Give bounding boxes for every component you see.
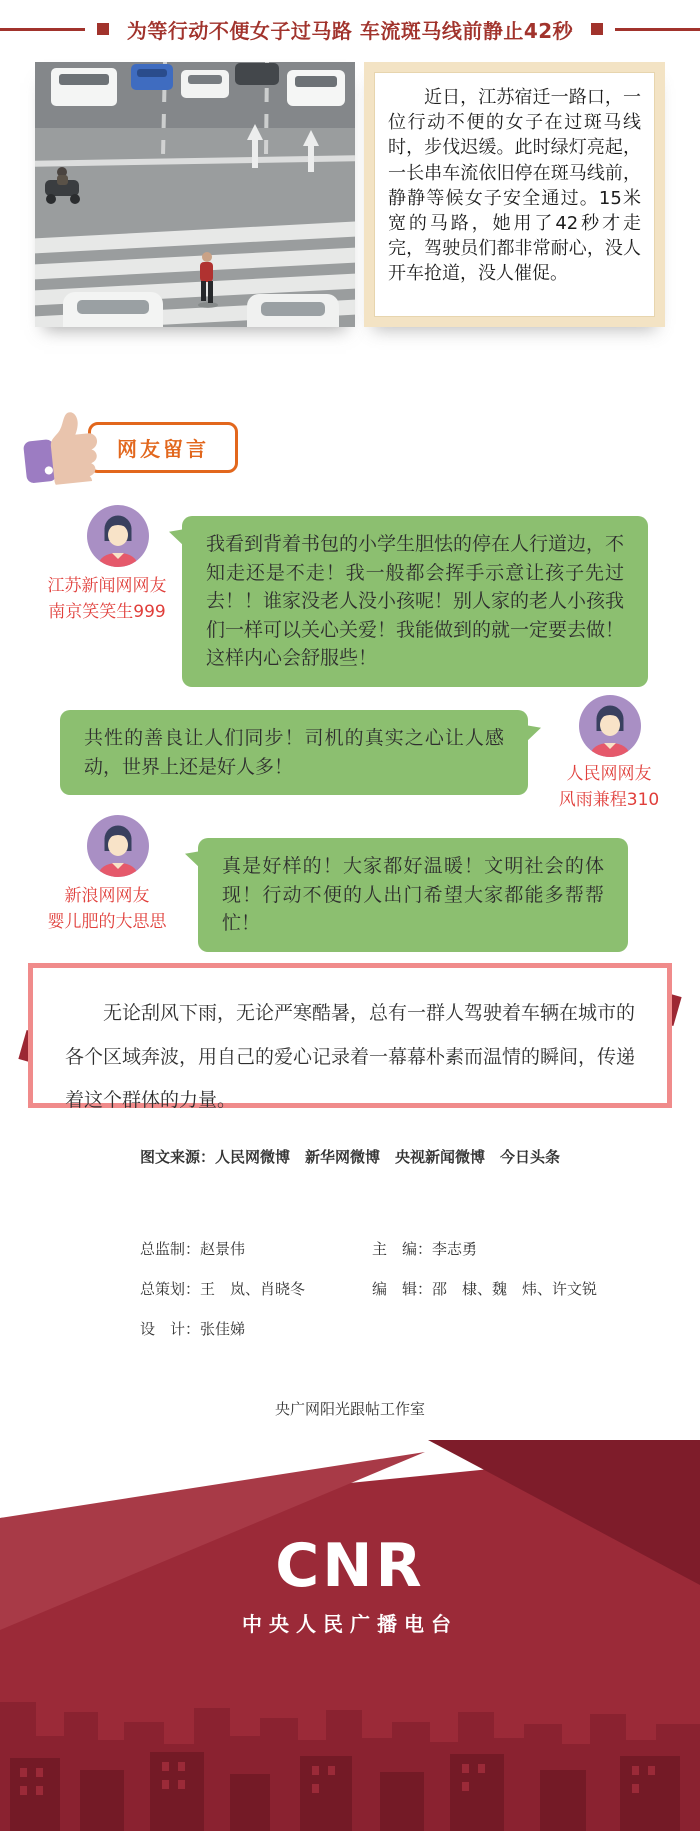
avatar-comment-2 [578, 694, 642, 758]
credit-designer: 设 计：张佳娣 [140, 1320, 246, 1338]
credit-empty [372, 1318, 610, 1339]
comments-title: 网友留言 [117, 437, 209, 461]
white-suv [287, 70, 345, 106]
crosswalk-scene-illustration [35, 62, 355, 327]
commenter-name-2 [520, 762, 698, 813]
content-row [35, 62, 665, 327]
user-avatar-icon [86, 504, 150, 568]
credit-row [140, 1278, 610, 1299]
avatar-comment-1 [86, 504, 150, 568]
comments-header [20, 392, 280, 482]
credit-editors: 编 辑：邵 棣、魏 炜、许文锐 [372, 1280, 598, 1298]
studio-line: 央广网阳光跟帖工作室 [274, 1400, 425, 1418]
avatar-comment-3 [86, 814, 150, 878]
intro-box [374, 72, 655, 317]
credit-row [140, 1238, 610, 1259]
comments-title-box [88, 422, 238, 473]
source-line: 图文来源：人民网微博 新华网微博 央视新闻微博 今日头条 [139, 1148, 560, 1166]
comment-bubble-2 [60, 710, 528, 795]
commenter-site: 人民网网友 [566, 764, 652, 784]
footer [0, 1440, 700, 1831]
title-line-left [0, 28, 85, 31]
thumbs-up-icon [15, 388, 106, 488]
commenter-site: 新浪网网友 [64, 886, 150, 906]
credit-row [140, 1318, 610, 1339]
white-van [51, 68, 117, 106]
summary-box [28, 963, 672, 1112]
credits-block [140, 1238, 610, 1358]
commenter-nickname: 风雨兼程310 [558, 789, 660, 810]
credit-chief-editor: 主 编：李志勇 [372, 1240, 478, 1258]
page-title: 为等行动不便女子过马路 车流斑马线前静止42秒 [126, 18, 574, 43]
title-line-right [615, 28, 700, 31]
cnr-logo: CNR [275, 1531, 425, 1601]
red-jacket [200, 262, 213, 282]
news-photo [35, 62, 355, 327]
commenter-name-1 [12, 574, 202, 625]
commenter-name-3 [12, 884, 202, 935]
commenter-site: 江苏新闻网网友 [47, 576, 167, 596]
user-avatar-icon [578, 694, 642, 758]
comment-text: 共性的善良让人们同步！司机的真实之心让人感动，世界上还是好人多！ [84, 727, 504, 778]
user-avatar-icon [86, 814, 150, 878]
commenter-nickname: 婴儿肥的大思思 [47, 911, 167, 932]
summary-text: 无论刮风下雨，无论严寒酷暑，总有一群人驾驶着车辆在城市的各个区域奔波，用自己的爱心记录着一幕幕朴素而温情的瞬间，传递着这个群体的力量。 [65, 1002, 636, 1112]
summary-banner [28, 963, 672, 1112]
bubble-tail [185, 851, 201, 869]
credit-supervisor: 总监制：赵景伟 [140, 1240, 246, 1258]
bubble-tail [169, 529, 185, 547]
comment-text: 真是好样的！大家都好温暖！文明社会的体现！行动不便的人出门希望大家都能多帮帮忙！ [222, 855, 604, 934]
comment-bubble-3 [198, 838, 628, 952]
comment-bubble-1 [182, 516, 648, 687]
intro-text: 近日，江苏宿迁一路口，一位行动不便的女子在过斑马线时，步伐迟缓。此时绿灯亮起，一长串车流依旧停在斑马线前，静静等候女子安全通过。15米宽的马路，她用了42秒才走完，驾驶员们都非常耐心，没人开车抢道，没人催促。 [388, 87, 641, 285]
bubble-tail [525, 725, 541, 743]
comment-text: 我看到背着书包的小学生胆怯的停在人行道边，不知走还是不走！我一般都会挥手示意让孩子先过去！！谁家没老人没小孩呢！别人家的老人小孩我们一样可以关心关爱！我能做到的就一定要去做！这样内心会舒服些！ [206, 533, 625, 669]
credit-planner: 总策划：王 岚、肖晓冬 [140, 1280, 306, 1298]
title-bar [0, 12, 700, 46]
title-square-right [591, 23, 603, 35]
cnr-org-name: 中央人民广播电台 [242, 1612, 458, 1636]
intro-panel [364, 62, 665, 327]
title-square-left [97, 23, 109, 35]
dark-car [235, 63, 279, 85]
commenter-nickname: 南京笑笑生999 [48, 601, 166, 622]
